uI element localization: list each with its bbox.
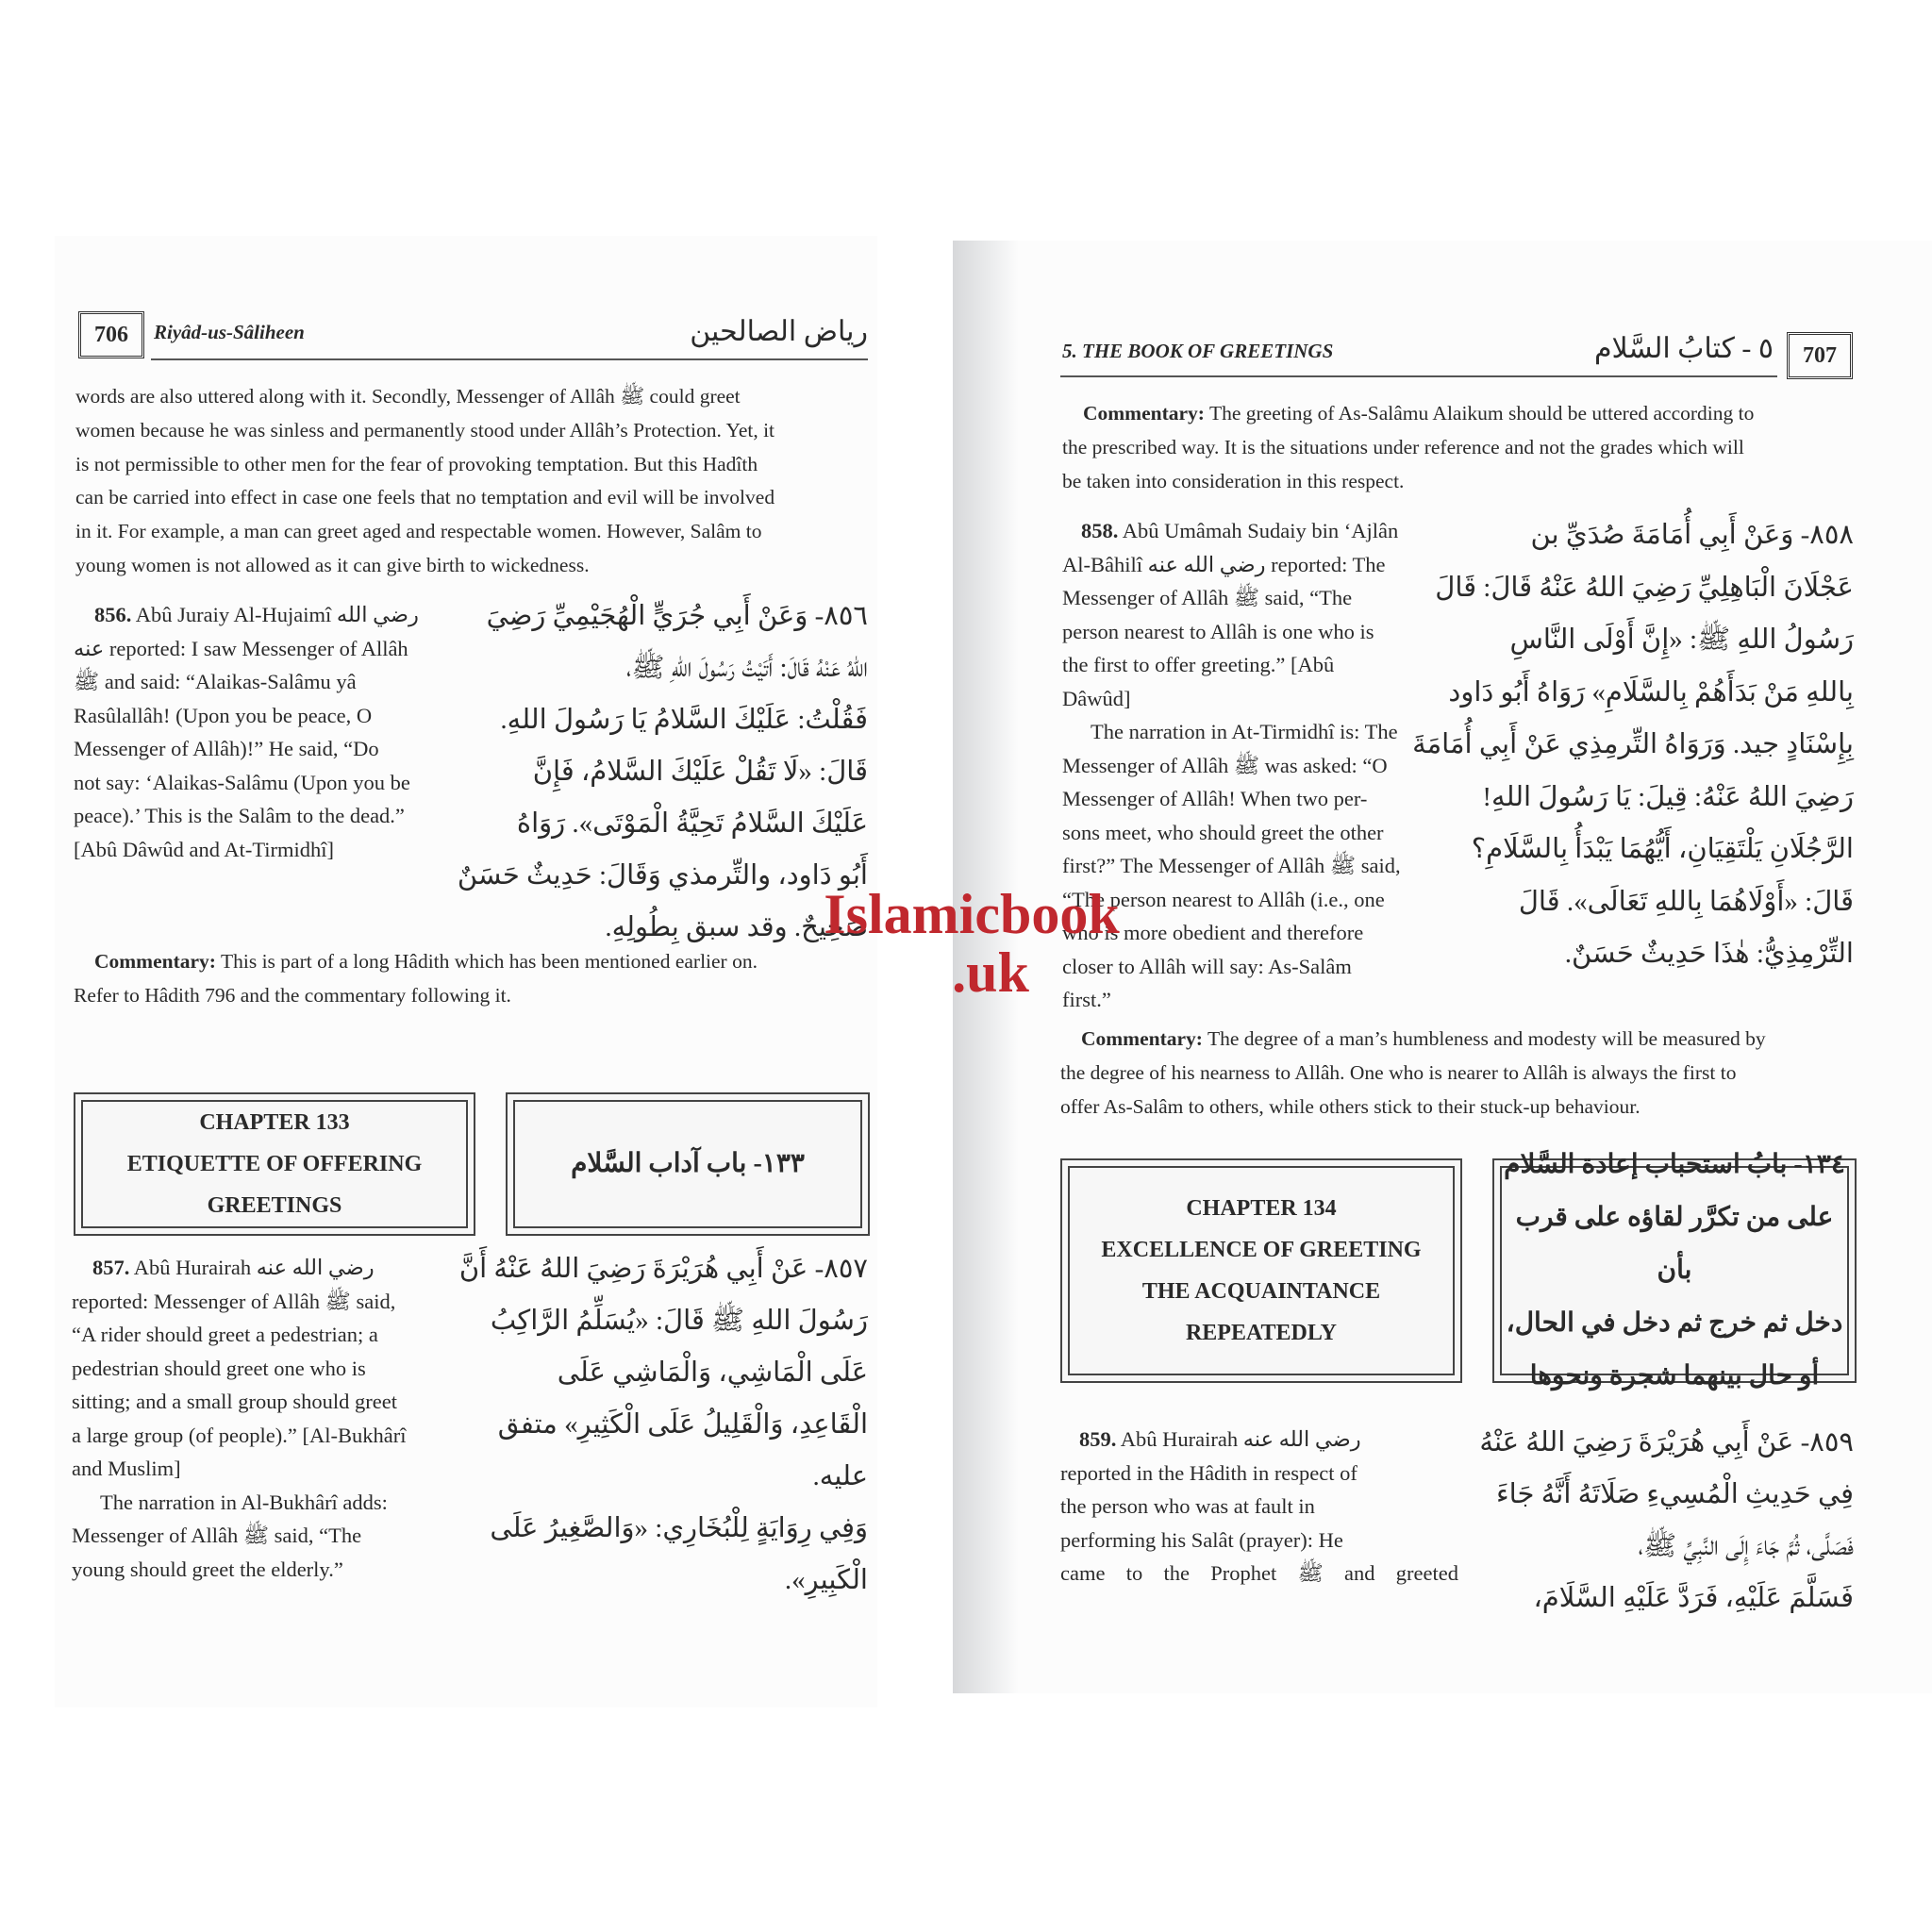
chapter-heading: THE ACQUAINTANCE [1141, 1279, 1381, 1304]
running-header-ar: رياض الصالحين [690, 316, 868, 347]
hadith-number: 859. [1079, 1427, 1117, 1451]
arabic-line: قَالَ: «أَوْلَاهُمَا بِاللهِ تَعَالَى». قَالَ [1518, 886, 1854, 917]
text-line: offer As-Salâm to others, while others stick to their stuck-up behaviour. [1060, 1094, 1641, 1118]
chapter-133-box-en [74, 1092, 475, 1236]
arabic-line: اللهُ عَنْهُ قَالَ: أَتَيْتُ رَسُولَ اللهِ ﷺ، [625, 653, 868, 683]
text-line: “The person nearest to Allâh (i.e., one [1062, 887, 1385, 911]
chapter-133-box-ar [506, 1092, 870, 1236]
watermark [783, 885, 1160, 1002]
text-line: sitting; and a small group should greet [72, 1390, 397, 1413]
text-line: young women is not allowed as it can give birth to wickedness. [75, 553, 590, 576]
text-line: The narration in Al-Bukhârî adds: [100, 1490, 388, 1514]
text-line: a large group (of people).” [Al-Bukhârî [72, 1423, 407, 1447]
hadith-number: 857. [92, 1256, 130, 1279]
arabic-line: رَضِيَ اللهُ عَنْهُ: قِيلَ: يَا رَسُولَ اللهِ! [1482, 781, 1854, 812]
hadith-856-english [74, 598, 474, 866]
text-line: first.” [1062, 988, 1111, 1011]
text-line: Messenger of Allâh! When two per- [1062, 787, 1368, 810]
arabic-line: عَلَيْكَ السَّلامُ تَحِيَّةُ الْمَوْتَى». رَوَاهُ [516, 808, 868, 839]
chapter-heading: ETIQUETTE OF OFFERING [126, 1152, 423, 1176]
hadith-859-english [1060, 1423, 1458, 1591]
hadith-858-arabic [1412, 509, 1854, 981]
arabic-line: فَصَلَّى، ثُمَّ جَاءَ إِلَى النَّبِيِّ ﷺ، [1638, 1531, 1854, 1561]
text-line: Messenger of Allâh ﷺ said, “The [1062, 586, 1353, 609]
chapter-heading-ar: ١٣٣- باب آداب السَّلام [571, 1149, 805, 1178]
arabic-line: الرَّجُلَانِ يَلْتَقِيَانِ، أَيُّهُمَا يَبْدَأُ بِالسَّلَامِ؟ [1471, 834, 1854, 864]
text-line: Messenger of Allâh)!” He said, “Do [74, 737, 379, 760]
header-rule [151, 358, 868, 360]
text-line: The narration in At-Tirmidhî is: The [1091, 720, 1398, 743]
chapter-heading: REPEATEDLY [1185, 1321, 1338, 1345]
text-line: can be carried into effect in case one feels that no temptation and evil will be involved [75, 486, 775, 509]
commentary-label: Commentary: [94, 950, 216, 973]
text-line: The greeting of As-Salâmu Alaikum should be uttered according to [1208, 402, 1755, 425]
chapter-heading-ar: على من تكرَّر لقاؤه على قرب بأن [1515, 1203, 1834, 1285]
text-line: Abû Umâmah Sudaiy bin ‘Ajlân [1122, 519, 1399, 542]
watermark-line: Islamicbook [824, 883, 1120, 945]
text-line: the prescribed way. It is the situations under reference and not the grades which will [1062, 435, 1744, 458]
arabic-line: ٨٥٦- وَعَنْ أَبِي جُرَيٍّ الْهُجَيْمِيِّ رَضِيَ [486, 601, 868, 631]
arabic-line: عَلَى الْمَاشِي، وَالْمَاشِي عَلَى [557, 1357, 868, 1388]
text-line: [Abû Dâwûd and At-Tirmidhî] [74, 837, 335, 861]
chapter-134-box-ar [1492, 1150, 1857, 1391]
text-line: young should greet the elderly.” [72, 1557, 343, 1581]
page-number-left: 706 [78, 311, 144, 358]
arabic-line: ٨٥٩- عَنْ أَبِي هُرَيْرَةَ رَضِيَ اللهُ عَنْهُ [1479, 1427, 1854, 1457]
text-line: who is more obedient and therefore [1062, 921, 1364, 944]
arabic-line: فَسَلَّمَ عَلَيْهِ، فَرَدَّ عَلَيْهِ السَّلَامَ، [1533, 1583, 1854, 1613]
arabic-line: رَسُولُ اللهِ ﷺ: «إِنَّ أَوْلَى النَّاسِ [1509, 625, 1854, 655]
arabic-line: أَبُو دَاود، والتِّرمذي وَقَالَ: حَدِيثٌ حَسَنٌ [457, 860, 868, 891]
arabic-line: صَحِيحٌ. وقد سبق بِطُولِهِ. [605, 912, 868, 942]
arabic-line: قَالَ: «لَا تَقُلْ عَلَيْكَ السَّلامُ، فَإِنَّ [532, 757, 868, 787]
arabic-line: عليه. [812, 1461, 868, 1491]
text-line: came to the Prophet ﷺ and greeted [1060, 1561, 1458, 1585]
text-line: Messenger of Allâh ﷺ was asked: “O [1062, 753, 1388, 777]
watermark-line: .uk [952, 941, 1029, 1004]
text-line: Refer to Hâdith 796 and the commentary following it. [74, 983, 511, 1007]
arabic-line: التِّرْمِذِيُّ: هٰذَا حَدِيثٌ حَسَنٌ. [1564, 939, 1854, 969]
arabic-line: الْكَبِيرِ». [784, 1565, 868, 1595]
arabic-line: بِاللهِ مَنْ بَدَأَهُمْ بِالسَّلَامِ» رَوَاهُ أَبُو دَاود [1448, 676, 1854, 708]
text-line: the degree of his nearness to Allâh. One who is nearer to Allâh is always the first to [1060, 1060, 1737, 1084]
chapter-heading: GREETINGS [207, 1193, 342, 1218]
text-line: in it. For example, a man can greet aged and respectable women. However, Salâm to [75, 520, 762, 543]
text-line: sons meet, who should greet the other [1062, 820, 1384, 844]
text-line: reported in the Hâdith in respect of [1060, 1460, 1357, 1485]
intro-paragraph [75, 380, 866, 583]
arabic-line: وَفِي رِوَايَةٍ لِلْبُخَارِي: «وَالصَّغِيرُ عَلَى [490, 1513, 868, 1543]
running-header-en: Riyâd-us-Sâliheen [154, 321, 305, 343]
text-line: women because he was sinless and permanently stood under Allâh’s Protection. Yet, it [75, 418, 775, 441]
running-header-ar: ٥ - كتابُ السَّلام [1593, 333, 1774, 364]
hadith-857-english [72, 1251, 472, 1586]
chapter-heading: CHAPTER 134 [1186, 1196, 1337, 1221]
hadith-859-arabic [1479, 1417, 1854, 1624]
text-line: “A rider should greet a pedestrian; a [72, 1323, 378, 1346]
commentary-856 [74, 945, 866, 1013]
chapter-heading-ar: ١٣٤- بابُ استحباب إعادة السَّلام [1504, 1150, 1845, 1179]
page-number-right: 707 [1787, 332, 1853, 379]
commentary-label: Commentary: [1081, 1027, 1203, 1050]
text-line: peace).’ This is the Salâm to the dead.” [74, 804, 405, 827]
text-line: performing his Salât (prayer): He [1060, 1527, 1343, 1552]
text-line: This is part of a long Hâdith which has been mentioned earlier on. [220, 950, 758, 973]
text-line: Rasûlallâh! (Upon you be peace, O [74, 703, 373, 727]
hadith-857-arabic [458, 1243, 868, 1607]
text-line: closer to Allâh will say: As-Salâm [1062, 954, 1352, 978]
hadith-number: 858. [1081, 519, 1119, 542]
running-header-en: 5. THE BOOK OF GREETINGS [1062, 340, 1334, 362]
text-line: Al-Bâhilî رضي الله عنه reported: The [1062, 552, 1386, 576]
arabic-line: ٨٥٧- عَنْ أَبِي هُرَيْرَةَ رَضِيَ اللهُ عَنْهُ أَنَّ [458, 1254, 868, 1284]
commentary-label: Commentary: [1083, 402, 1205, 425]
chapter-heading: CHAPTER 133 [199, 1110, 350, 1135]
text-line: the person who was at fault in [1060, 1494, 1315, 1518]
commentary-top [1062, 397, 1853, 498]
text-line: reported: Messenger of Allâh ﷺ said, [72, 1289, 396, 1313]
text-line: Dâwûd] [1062, 686, 1131, 710]
commentary-858 [1060, 1023, 1853, 1124]
text-line: first?” The Messenger of Allâh ﷺ said, [1062, 854, 1401, 877]
chapter-heading-ar: دخل ثم خرج ثم دخل في الحال، [1506, 1308, 1843, 1338]
text-line: Abû Juraiy Al-Hujaimî رضي الله [135, 603, 419, 626]
text-line: Abû Hurairah رضي الله عنه [1120, 1427, 1361, 1451]
arabic-line: عَجْلَانَ الْبَاهِلِيِّ رَضِيَ اللهُ عَنْهُ قَالَ: قَالَ [1435, 572, 1854, 603]
text-line: Messenger of Allâh ﷺ said, “The [72, 1524, 362, 1547]
text-line: be taken into consideration in this respect. [1062, 469, 1405, 492]
header-rule [1060, 375, 1777, 377]
text-line: words are also uttered along with it. Secondly, Messenger of Allâh ﷺ could greet [75, 385, 741, 408]
text-line: pedestrian should greet one who is [72, 1356, 366, 1380]
arabic-line: بِإِسْنَادٍ جيد. وَرَوَاهُ التِّرمِذِي عَنْ أَبِي أُمَامَةَ [1412, 729, 1854, 759]
arabic-line: فِي حَدِيثِ الْمُسِيءِ صَلَاتَهُ أَنَّهُ جَاءَ [1496, 1479, 1854, 1509]
text-line: not say: ‘Alaikas-Salâmu (Upon you be [74, 770, 410, 794]
arabic-line: فَقُلْتُ: عَلَيْكَ السَّلامُ يَا رَسُولَ اللهِ. [500, 705, 868, 735]
chapter-heading: EXCELLENCE OF GREETING [1101, 1238, 1422, 1262]
arabic-line: رَسُولَ اللهِ ﷺ قَالَ: «يُسَلِّمُ الرَّاكِبُ [490, 1306, 868, 1336]
chapter-134-box-en [1060, 1158, 1462, 1383]
text-line: person nearest to Allâh is one who is [1062, 619, 1374, 643]
text-line: عنه reported: I saw Messenger of Allâh [74, 636, 408, 660]
text-line: and Muslim] [72, 1457, 181, 1480]
chapter-heading-ar: أو حال بينهما شجرة ونحوها [1529, 1361, 1820, 1391]
arabic-line: الْقَاعِدِ، وَالْقَلِيلُ عَلَى الْكَثِيرِ» متفق [497, 1409, 868, 1440]
arabic-line: ٨٥٨- وَعَنْ أَبِي أُمَامَةَ صُدَيِّ بن [1530, 520, 1854, 550]
text-line: Abû Hurairah رضي الله عنه [133, 1256, 375, 1279]
hadith-number: 856. [94, 603, 132, 626]
text-line: The degree of a man’s humbleness and modesty will be measured by [1207, 1027, 1766, 1050]
text-line: the first to offer greeting.” [Abû [1062, 653, 1335, 676]
text-line: is not permissible to other men for the fear of provoking temptation. But this Hadîth [75, 452, 758, 475]
text-line: ﷺ and said: “Alaikas-Salâmu yâ [74, 670, 357, 693]
